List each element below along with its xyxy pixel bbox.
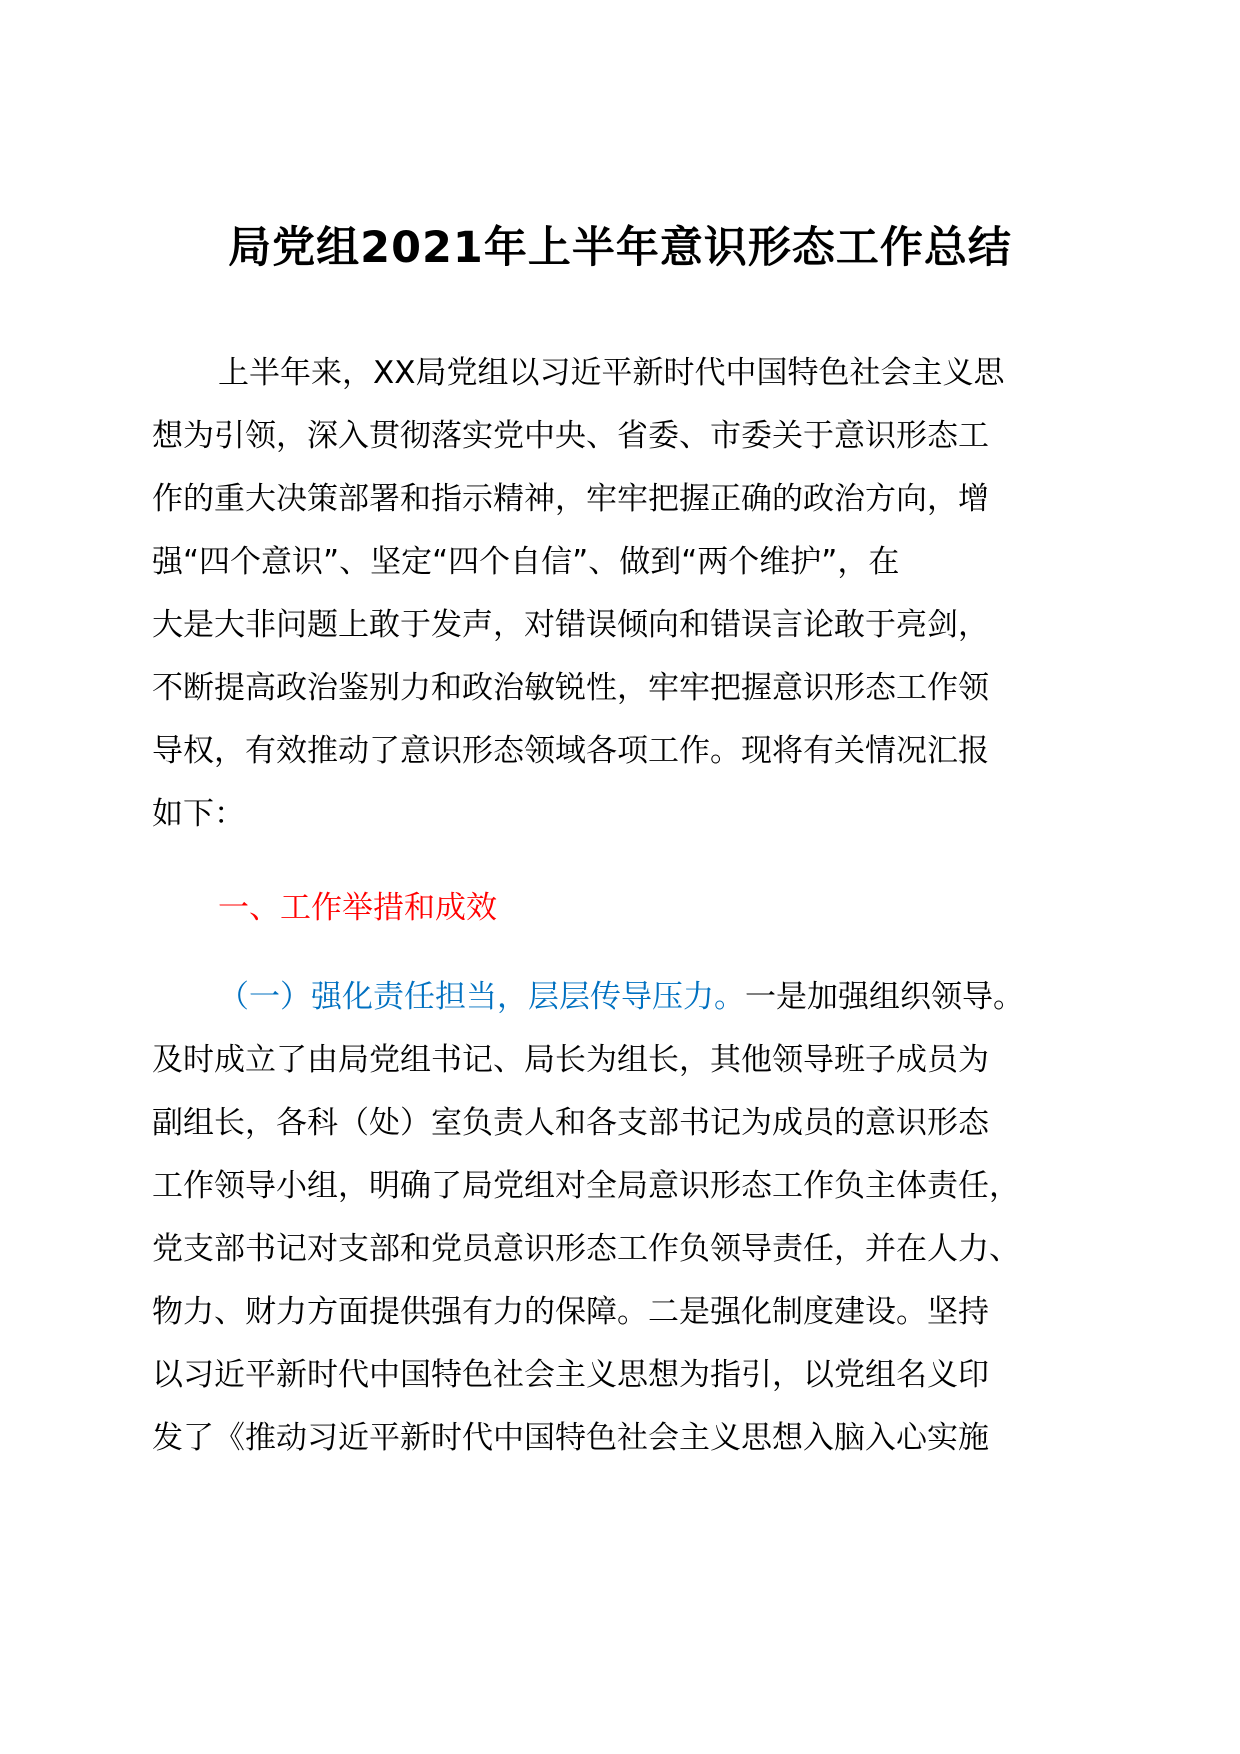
intro-line: 作的重大决策部署和指示精神，牢牢把握正确的政治方向，增	[152, 481, 989, 517]
body-line: 以习近平新时代中国特色社会主义思想为指引，以党组名义印	[152, 1357, 989, 1393]
body-line: 及时成立了由局党组书记、局长为组长，其他领导班子成员为	[152, 1042, 989, 1078]
intro-line: 强“四个意识”、坚定“四个自信”、做到“两个维护”，在	[152, 544, 900, 580]
body-line: 副组长，各科（处）室负责人和各支部书记为成员的意识形态	[152, 1105, 989, 1141]
body-line: 党支部书记对支部和党员意识形态工作负领导责任，并在人力、	[152, 1231, 1020, 1267]
body-line: 物力、财力方面提供强有力的保障。二是强化制度建设。坚持	[152, 1294, 989, 1330]
document-title: 局党组2021年上半年意识形态工作总结	[228, 223, 1012, 273]
intro-line: 如下：	[152, 796, 245, 832]
intro-line: 大是大非问题上敢于发声，对错误倾向和错误言论敢于亮剑，	[152, 607, 989, 643]
intro-line: 想为引领，深入贯彻落实党中央、省委、市委关于意识形态工	[152, 418, 989, 454]
subsection-heading: （一）强化责任担当，层层传导压力。	[218, 979, 745, 1015]
section-heading: 一、工作举措和成效	[218, 890, 497, 926]
body-first-line	[218, 975, 1024, 1019]
intro-line: 导权，有效推动了意识形态领域各项工作。现将有关情况汇报	[152, 733, 989, 769]
intro-line: 上半年来，XX局党组以习近平新时代中国特色社会主义思	[218, 355, 1005, 391]
body-text-run: 一是加强组织领导。	[745, 979, 1024, 1015]
intro-line: 不断提高政治鉴别力和政治敏锐性，牢牢把握意识形态工作领	[152, 670, 989, 706]
body-line: 工作领导小组，明确了局党组对全局意识形态工作负主体责任，	[152, 1168, 1020, 1204]
body-line: 发了《推动习近平新时代中国特色社会主义思想入脑入心实施	[152, 1420, 989, 1456]
